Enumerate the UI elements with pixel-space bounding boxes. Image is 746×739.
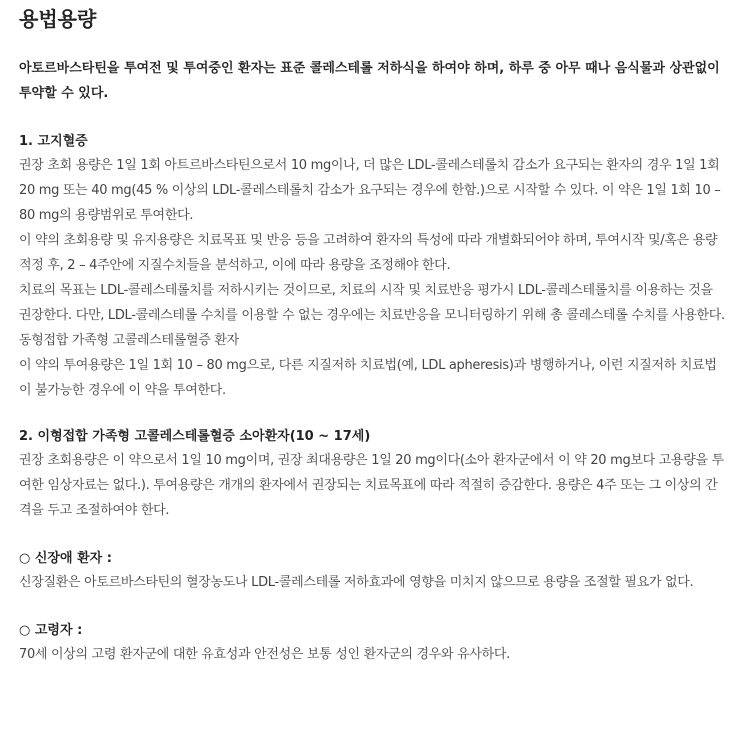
section-hyperlipidemia (19, 131, 727, 403)
section-heading: ○ 고령자 : (19, 623, 83, 638)
section-pediatric (19, 426, 727, 523)
paragraph: 동형접합 가족형 고콜레스테롤혈증 환자 (19, 333, 239, 348)
section-heading: 2. 이형접합 가족형 고콜레스테롤혈증 소아환자(10 ~ 17세) (19, 429, 371, 444)
section-heading: 1. 고지혈증 (19, 134, 88, 149)
section-heading: ○ 신장애 환자 : (19, 551, 112, 566)
paragraph: 치료의 목표는 LDL-콜레스테롤치를 저하시키는 것이므로, 치료의 시작 및 치료반응 평가시 LDL-콜레스테롤치를 이용하는 것을 권장한다. 다만, LDL-콜레스테롤 수치를 이용할 수 없는 경우에는 치료반응을 모니터링하기 위해 총 콜레스테롤 수치를 사용한다. (19, 283, 725, 323)
paragraph: 권장 초회 용량은 1일 1회 아트르바스타틴으로서 10 mg이나, 더 많은 LDL-콜레스테롤치 감소가 요구되는 환자의 경우 1일 1회 20 mg 또는 40 mg(45 % 이상의 LDL-콜레스테롤치 감소가 요구되는 경우에 한함.)으로 시작할 수 있다. 이 약은 1일 1회 10 – 80 mg의 용량범위로 투여한다. (19, 158, 721, 223)
paragraph: 70세 이상의 고령 환자군에 대한 유효성과 안전성은 보통 성인 환자군의 경우와 유사하다. (19, 647, 510, 662)
paragraph: 이 약의 초회용량 및 유지용량은 치료목표 및 반응 등을 고려하여 환자의 특성에 따라 개별화되어야 하며, 투여시작 및/혹은 용량적정 후, 2 – 4주안에 지질수치들을 분석하고, 이에 따라 용량을 조정해야 한다. (19, 233, 718, 273)
section-elderly (19, 620, 727, 667)
intro-text: 아토르바스타틴을 투여전 및 투여중인 환자는 표준 콜레스테롤 저하식을 하여야 하며, 하루 중 아무 때나 음식물과 상관없이 투약할 수 있다. (19, 61, 720, 101)
paragraph: 이 약의 투여용량은 1일 1회 10 – 80 mg으로, 다른 지질저하 치료법(예, LDL apheresis)과 병행하거나, 이런 지질저하 치료법이 불가능한 경우에 이 약을 투여한다. (19, 358, 717, 398)
section-renal (19, 548, 727, 595)
page-title: 용법용량 (19, 7, 97, 31)
paragraph: 권장 초회용량은 이 약으로서 1일 10 mg이며, 권장 최대용량은 1일 20 mg이다(소아 환자군에서 이 약 20 mg보다 고용량을 투여한 임상자료는 없다.). 투여용량은 개개의 환자에서 권장되는 치료목표에 따라 적절히 증감한다. 용량은 4주 또는 그 이상의 간격을 두고 조절하여야 한다. (19, 453, 724, 518)
paragraph: 신장질환은 아토르바스타틴의 혈장농도나 LDL-콜레스테롤 저하효과에 영향을 미치지 않으므로 용량을 조절할 필요가 없다. (19, 575, 694, 590)
